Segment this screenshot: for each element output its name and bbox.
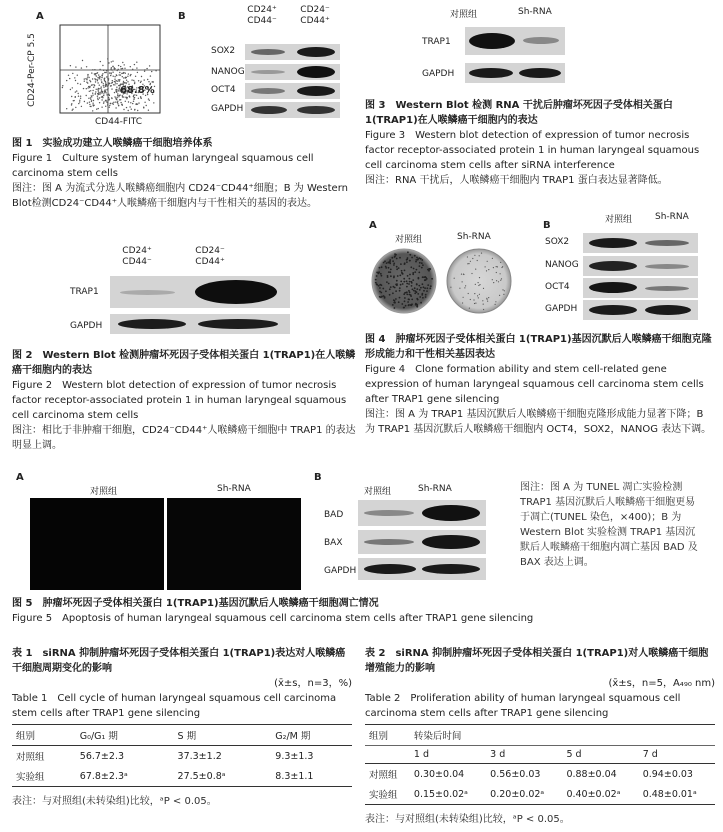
fig3-row-label-gapdh: GAPDH <box>422 69 455 79</box>
fig1-note: 图注：图 A 为流式分选人喉鳞癌细胞内 CD24⁻CD44⁺细胞；B 为 Western Blot检测CD24⁻CD44⁺人喉鳞癌干细胞内与干性相关的基因的表达。 <box>12 183 348 209</box>
figure-1 <box>10 5 355 130</box>
fig1-col2-top: CD24⁻ <box>300 5 330 15</box>
fig4-cn-title: 图 4 肿瘤坏死因子受体相关蛋白 1(TRAP1)基因沉默后人喉鳞癌干细胞克隆形成能力和干性相关基因表达 <box>365 334 712 360</box>
fig1-blot-gapdh <box>245 102 340 118</box>
fig4-a-col1-label: 对照组 <box>395 235 423 245</box>
figure-5 <box>12 470 712 595</box>
table2-cell: 0.15±0.02ᵃ <box>410 784 486 805</box>
fig1-panel-a-label: A <box>36 11 44 22</box>
fig2-blot-trap1 <box>110 276 290 308</box>
fig3-col2-label: Sh-RNA <box>518 7 552 17</box>
fig1-blot-sox2 <box>245 44 340 60</box>
table2-cell: 0.88±0.04 <box>562 764 638 785</box>
clone-formation-plates <box>369 246 519 316</box>
fig4-b-col1-label: 对照组 <box>605 215 633 225</box>
fig1-col1-bot: CD44⁻ <box>247 16 277 26</box>
fig1-col1-header <box>242 5 282 27</box>
fig3-col1-label: 对照组 <box>450 10 478 20</box>
table2-header-cell: 3 d <box>490 749 506 760</box>
table2-cell: 0.30±0.04 <box>410 764 486 785</box>
fig2-col1-bot: CD44⁻ <box>122 257 152 267</box>
fig2-caption <box>12 348 357 453</box>
tunel-image-shrna <box>167 498 301 590</box>
table1-cell: 9.3±1.3 <box>271 746 352 767</box>
table2-header-cell: 1 d <box>413 749 430 760</box>
table2-cell: 0.56±0.03 <box>486 764 562 785</box>
table2 <box>365 724 715 805</box>
table1 <box>12 724 352 787</box>
fig5-panel-b-label: B <box>314 472 322 483</box>
fig3-blot-gapdh <box>465 63 565 83</box>
flow-cytometry-plot <box>20 15 180 130</box>
figure-4 <box>365 212 715 322</box>
fig4-en-title: Figure 4 Clone formation ability and stem cell-related gene expression of human laryngeal squamous cell carcinoma stem cells after TRAP1 gene silencing <box>365 364 704 405</box>
flow-x-axis-label: CD44-FITC <box>95 117 142 127</box>
fig1-caption <box>12 136 357 211</box>
figure-3 <box>400 5 600 90</box>
fig4-panel-a-label: A <box>369 220 377 231</box>
fig5-en-title: Figure 5 Apoptosis of human laryngeal squamous cell carcinoma stem cells after TRAP1 gene silencing <box>12 613 534 624</box>
table2-header-row-1 <box>365 725 715 746</box>
table1-cell: 56.7±2.3 <box>76 746 174 767</box>
fig2-col1-top: CD24⁺ <box>122 246 152 256</box>
table1-cell: 37.3±1.2 <box>174 746 272 767</box>
table1-stats: (x̄±s，n=3，%) <box>274 678 352 689</box>
fig5-row-label-gapdh: GAPDH <box>324 566 357 576</box>
table1-cell: 8.3±1.1 <box>271 766 352 787</box>
table2-cell: 0.94±0.03 <box>639 764 715 785</box>
table1-cn-title: 表 1 siRNA 抑制肿瘤坏死因子受体相关蛋白 1(TRAP1)表达对人喉鳞癌干细胞周期变化的影响 <box>12 648 346 674</box>
fig5-blot-gapdh <box>358 558 486 580</box>
table1-note: 表注：与对照组(未转染组)比较，ᵃP < 0.05。 <box>12 796 217 807</box>
fig1-row-label-nanog: NANOG <box>211 67 245 77</box>
table1-cell: 27.5±0.8ᵃ <box>174 766 272 787</box>
table-row <box>12 766 352 787</box>
table2-en-title: Table 2 Proliferation ability of human laryngeal squamous cell carcinoma stem cells after TRAP1 gene silencing <box>365 693 681 719</box>
fig2-note: 图注：相比于非肿瘤干细胞，CD24⁻CD44⁺人喉鳞癌干细胞中 TRAP1 的表达明显上调。 <box>12 425 356 451</box>
flow-y-axis-label: CD24-Per-CP 5.5 <box>27 33 37 107</box>
fig1-row-label-oct4: OCT4 <box>211 85 236 95</box>
table1-cell: 67.8±2.3ᵃ <box>76 766 174 787</box>
fig4-blot-oct4 <box>583 278 698 298</box>
fig3-cn-title: 图 3 Western Blot 检测 RNA 干扰后肿瘤坏死因子受体相关蛋白 1(TRAP1)在人喉鳞癌干细胞内的表达 <box>365 100 673 126</box>
fig1-row-label-sox2: SOX2 <box>211 46 236 56</box>
flow-percent-label: 68.8% <box>120 85 155 96</box>
table1-header-row <box>12 725 352 746</box>
fig5-b-col1-label: 对照组 <box>364 487 392 497</box>
fig5-caption <box>12 596 712 626</box>
table2-stats: (x̄±s，n=5，A₄₉₀ nm) <box>608 678 715 689</box>
fig4-panel-b-label: B <box>543 220 551 231</box>
table1-header-cell: 组别 <box>12 725 76 746</box>
fig3-en-title: Figure 3 Western blot detection of expression of tumor necrosis factor receptor-associated protein 1 in human laryngeal squamous cell carcinoma stem cells after siRNA interference <box>365 130 700 171</box>
fig5-row-label-bad: BAD <box>324 510 344 520</box>
fig4-note: 图注：图 A 为 TRAP1 基因沉默后人喉鳞癌干细胞克隆形成能力显著下降；B 为 TRAP1 基因沉默后人喉鳞癌干细胞内 OCT4，SOX2，NANOG 表达下调。 <box>365 409 712 435</box>
fig4-row-label-sox2: SOX2 <box>545 237 570 247</box>
table1-caption <box>12 646 352 721</box>
table2-note: 表注：与对照组(未转染组)比较，ᵃP < 0.05。 <box>365 814 570 825</box>
fig5-cn-title: 图 5 肿瘤坏死因子受体相关蛋白 1(TRAP1)基因沉默后人喉鳞癌干细胞凋亡情况 <box>12 598 379 609</box>
fig5-a-col1-label: 对照组 <box>90 487 118 497</box>
fig2-row-label-trap1: TRAP1 <box>70 287 99 297</box>
table1-en-title: Table 1 Cell cycle of human laryngeal squamous cell carcinoma stem cells after TRAP1 gene silencing <box>12 693 337 719</box>
table1-cell: 对照组 <box>12 746 76 767</box>
fig5-blot-bad <box>358 500 486 526</box>
fig2-col2-header <box>190 246 230 268</box>
fig4-blot-nanog <box>583 256 698 276</box>
fig3-row-label-trap1: TRAP1 <box>422 37 451 47</box>
fig4-caption <box>365 332 715 437</box>
fig2-blot-gapdh <box>110 314 290 334</box>
table2-header-cell: 7 d <box>642 749 658 760</box>
fig1-col2-header <box>295 5 335 27</box>
fig1-blot-oct4 <box>245 83 340 99</box>
fig1-col2-bot: CD44⁺ <box>300 16 330 26</box>
table1-header-cell: G₀/G₁ 期 <box>76 725 174 746</box>
figure-2 <box>60 246 340 336</box>
table2-caption <box>365 646 715 721</box>
fig4-blot-gapdh <box>583 300 698 320</box>
table-row <box>12 746 352 767</box>
fig4-row-label-gapdh: GAPDH <box>545 304 578 314</box>
table2-span-header: 转染后时间 <box>410 725 715 746</box>
fig1-en-title: Figure 1 Culture system of human laryngeal squamous cell carcinoma stem cells <box>12 153 314 179</box>
tunel-image-control <box>30 498 164 590</box>
fig2-col1-header <box>117 246 157 268</box>
fig4-row-label-nanog: NANOG <box>545 260 579 270</box>
fig5-row-label-bax: BAX <box>324 538 343 548</box>
table-row <box>365 764 715 785</box>
fig4-b-col2-label: Sh-RNA <box>655 212 689 222</box>
table2-cell: 0.48±0.01ᵃ <box>639 784 715 805</box>
fig1-col1-top: CD24⁺ <box>247 5 277 15</box>
fig3-note: 图注：RNA 干扰后，人喉鳞癌干细胞内 TRAP1 蛋白表达显著降低。 <box>365 175 668 186</box>
table2-cell: 0.20±0.02ᵃ <box>486 784 562 805</box>
fig1-panel-b-label: B <box>178 11 186 22</box>
fig1-row-label-gapdh: GAPDH <box>211 104 244 114</box>
fig5-b-col2-label: Sh-RNA <box>418 484 452 494</box>
fig3-blot-trap1 <box>465 27 565 55</box>
table2-cell: 实验组 <box>365 784 410 805</box>
table2-cell: 对照组 <box>365 764 410 785</box>
table1-header-cell: G₂/M 期 <box>271 725 352 746</box>
fig1-cn-title: 图 1 实验成功建立人喉鳞癌干细胞培养体系 <box>12 138 213 149</box>
table1-cell: 实验组 <box>12 766 76 787</box>
fig4-row-label-oct4: OCT4 <box>545 282 570 292</box>
table2-header-row-2 <box>365 746 715 764</box>
table1-header-cell: S 期 <box>174 725 272 746</box>
table-row <box>365 784 715 805</box>
fig2-col2-top: CD24⁻ <box>195 246 225 256</box>
fig5-panel-a-label: A <box>16 472 24 483</box>
fig2-row-label-gapdh: GAPDH <box>70 321 103 331</box>
table2-header-cell: 5 d <box>566 749 582 760</box>
fig2-en-title: Figure 2 Western blot detection of expression of tumor necrosis factor receptor-associated protein 1 in human laryngeal squamous cell carcinoma stem cells <box>12 380 347 421</box>
fig5-side-note: 图注：图 A 为 TUNEL 凋亡实验检测 TRAP1 基因沉默后人喉鳞癌干细胞更易于凋亡(TUNEL 染色，×400)；B 为 Western Blot 实验检测 TRAP1 基因沉默后人喉鳞癌干细胞内凋亡基因 BAD 及 BAX 表达上调。 <box>520 482 698 568</box>
fig1-blot-nanog <box>245 64 340 80</box>
fig4-a-col2-label: Sh-RNA <box>457 232 491 242</box>
table2-cell: 0.40±0.02ᵃ <box>562 784 638 805</box>
fig5-blot-bax <box>358 530 486 554</box>
fig2-col2-bot: CD44⁺ <box>195 257 225 267</box>
fig3-caption <box>365 98 715 188</box>
fig4-blot-sox2 <box>583 233 698 253</box>
table2-group-header: 组别 <box>365 725 410 746</box>
fig2-cn-title: 图 2 Western Blot 检测肿瘤坏死因子受体相关蛋白 1(TRAP1)在人喉鳞癌干细胞内的表达 <box>12 350 356 376</box>
fig5-a-col2-label: Sh-RNA <box>217 484 251 494</box>
table2-cn-title: 表 2 siRNA 抑制肿瘤坏死因子受体相关蛋白 1(TRAP1)对人喉鳞癌干细胞增殖能力的影响 <box>365 648 709 674</box>
